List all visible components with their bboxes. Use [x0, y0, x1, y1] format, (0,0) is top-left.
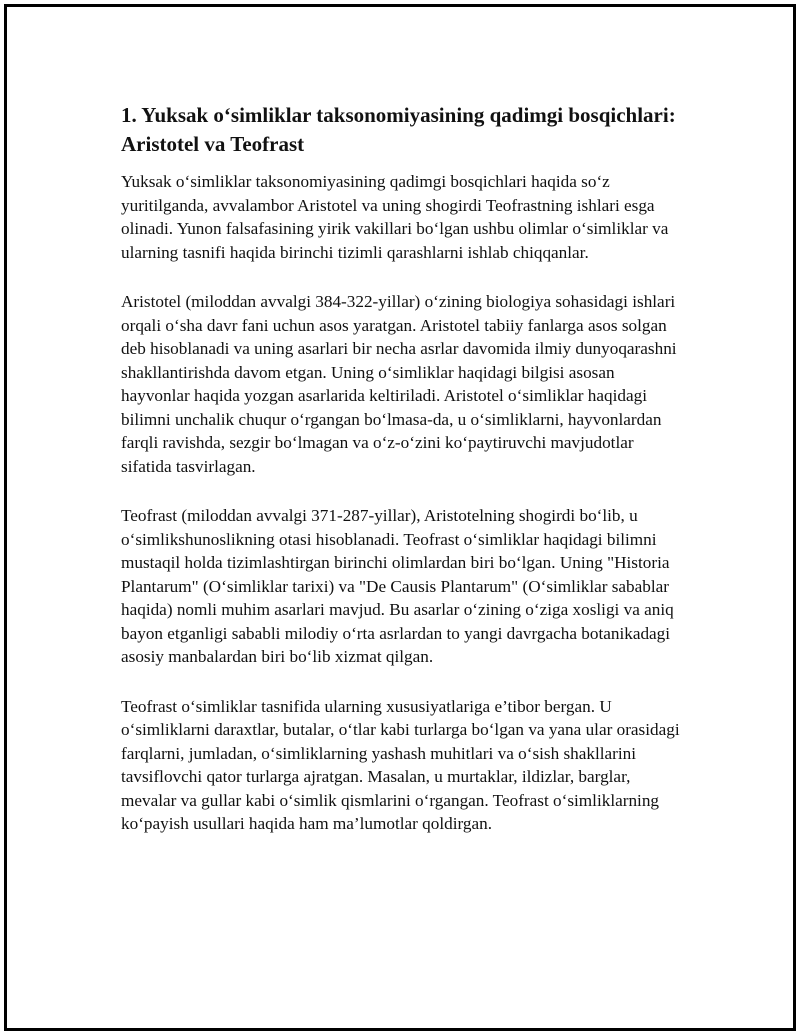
document-body	[121, 101, 687, 862]
paragraph-teofrast: Teofrast (miloddan avvalgi 371-287-yillar), Aristotelning shogirdi bo‘lib, u o‘simlikshunoslikning otasi hisoblanadi. Teofrast o‘simliklar haqidagi bilimni mustaqil holda tizimlashtirgan birinchi olimlardan biri bo‘lgan. Uning "Historia Plantarum" (O‘simliklar tarixi) va "De Causis Plantarum" (O‘simliklar sabablar haqida) nomli muhim asarlari mavjud. Bu asarlar o‘zining o‘ziga xosligi va aniq bayon etganligi sababli milodiy o‘rta asrlardan to yangi davrgacha botanikadagi asosiy manbalardan biri bo‘lib xizmat qilgan.	[121, 506, 674, 666]
page-frame	[4, 4, 796, 1031]
section-heading: 1. Yuksak o‘simliklar taksonomiyasining qadimgi bosqichlari: Aristotel va Teofrast	[121, 103, 676, 156]
paragraph-intro: Yuksak o‘simliklar taksonomiyasining qadimgi bosqichlari haqida so‘z yuritilganda, avvalambor Aristotel va uning shogirdi Teofrastning ishlari esga olinadi. Yunon falsafasining yirik vakillari bo‘lgan ushbu olimlar o‘simliklar va ularning tasnifi haqida birinchi tizimli qarashlarni ishlab chiqqanlar.	[121, 172, 669, 262]
paragraph-classification: Teofrast o‘simliklar tasnifida ularning xususiyatlariga e’tibor bergan. U o‘simliklarni daraxtlar, butalar, o‘tlar kabi turlarga bo‘lgan va yana ular orasidagi farqlarni, jumladan, o‘simliklarning yashash muhitlari va o‘sish shakllarini tavsiflovchi qator turlarga ajratgan. Masalan, u murtaklar, ildizlar, barglar, mevalar va gullar kabi o‘simlik qismlarini o‘rgangan. Teofrast o‘simliklarning ko‘payish usullari haqida ham ma’lumotlar qoldirgan.	[121, 696, 680, 833]
paragraph-aristotel: Aristotel (miloddan avvalgi 384-322-yillar) o‘zining biologiya sohasidagi ishlari orqali o‘sha davr fani uchun asos yaratgan. Aristotel tabiiy fanlarga asos solgan deb hisoblanadi va uning asarlari bir necha asrlar davomida ilmiy dunyoqarashni shakllantirishda davom etgan. Uning o‘simliklar haqidagi bilgisi asosan hayvonlar haqida yozgan asarlarida keltiriladi. Aristotel o‘simliklar haqidagi bilimni unchalik chuqur o‘rgangan bo‘lmasa-da, u o‘simliklarni, hayvonlardan farqli ravishda, sezgir bo‘lmagan va o‘z-o‘zini ko‘paytiruvchi mavjudotlar sifatida tasvirlagan.	[121, 292, 677, 476]
